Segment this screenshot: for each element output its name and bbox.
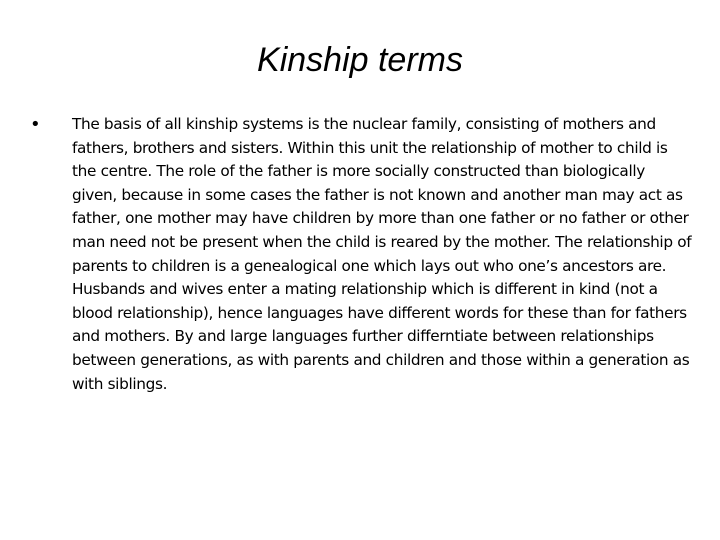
bullet-icon: • [30,114,41,135]
slide-body [30,113,690,396]
bullet-item [30,113,690,396]
bullet-text: The basis of all kinship systems is the nuclear family, consisting of mothers and fathers, brothers and sisters. Within this unit the relationship of mother to child is the centre. The role of the father is more socially constructed than biologically given, because in some cases the father is not known and another man may act as father, one mother may have children by more than one father or no father or other man need not be present when the child is reared by the mother. The relationship of parents to children is a genealogical one which lays out who one’s ancestors are. Husbands and wives enter a mating relationship which is different in kind (not a blood relationship), hence languages have different words for these than for fathers and mothers. By and large languages further differntiate between relationships between generations, as with parents and children and those within a generation as with siblings. [72,115,692,393]
slide-title: Kinship terms [257,41,463,79]
